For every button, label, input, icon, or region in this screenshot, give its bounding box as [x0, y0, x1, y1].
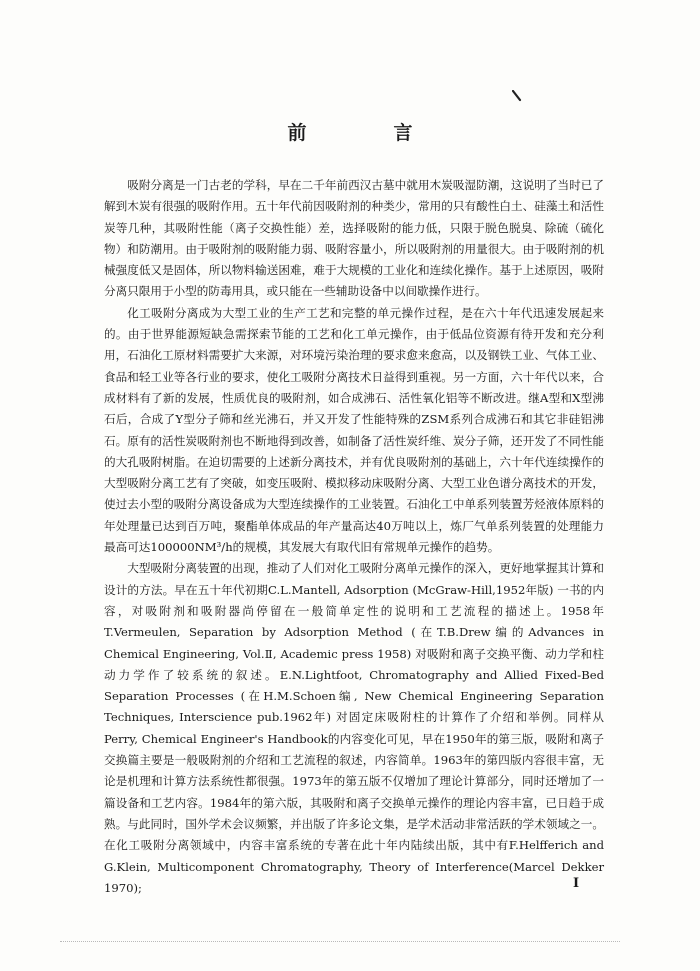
paragraph-2: 化工吸附分离成为大型工业的生产工艺和完整的单元操作过程，是在六十年代迅速发展起来的。由于世界能源短缺急需探索节能的工艺和化工单元操作，由于低品位资源有待开发和充分利用，石油化工原材料需要扩大来源，对环境污染治理的要求愈来愈高，以及钢铁工业、气体工业、食品和轻工业等各行业的要求，使化工吸附分离技术日益得到重视。另一方面，六十年代以来，合成材料有了新的发展，性质优良的吸附剂，如合成沸石、活性氧化铝等不断改进。继A型和X型沸石后，合成了Y型分子筛和丝光沸石，并又开发了性能特殊的ZSM系列合成沸石和其它非硅铝沸石。原有的活性炭吸附剂也不断地得到改善，如制备了活性炭纤维、炭分子筛，还开发了不同性能的大孔吸附树脂。在迫切需要的上述新分离技术，并有优良吸附剂的基础上，六十年代连续操作的大型吸附分离工艺有了突破，如变压吸附、模拟移动床吸附分离、大型工业色谱分离技术的开发，使过去小型的吸附分离设备成为大型连续操作的工业装置。石油化工中单系列装置芳烃液体原料的年处理量已达到百万吨，聚酯单体成品的年产量高达40万吨以上，炼厂气单系列装置的处理能力最高可达100000NM³/h的规模，其发展大有取代旧有常规单元操作的趋势。	[104, 305, 604, 555]
body-text	[104, 175, 604, 899]
bottom-rule	[60, 941, 620, 942]
paragraph-1: 吸附分离是一门古老的学科，早在二千年前西汉古墓中就用木炭吸湿防潮，这说明了当时已了解到木炭有很强的吸附作用。五十年代前因吸附剂的种类少，常用的只有酸性白土、硅藻土和活性炭等几种，其吸附性能（离子交换性能）差，选择吸附的能力低，只限于脱色脱臭、除硫（硫化物）和防潮用。由于吸附剂的吸附能力弱、吸附容量小，所以吸附剂的用量很大。由于吸附剂的机械强度低又是固体，所以物料输送困难，难于大规模的工业化和连续化操作。基于上述原因，吸附分离只限用于小型的防毒用具，或只能在一些辅助设备中以间歇操作进行。	[104, 178, 604, 299]
page-title: 前 言	[287, 122, 447, 144]
paragraph-3: 大型吸附分离装置的出现，推动了人们对化工吸附分离单元操作的深入，更好地掌握其计算和设计的方法。早在五十年代初期C.L.Mantell, Adsorption (McGraw-Hill,1952年版) 一书的内容，对吸附剂和吸附器尚停留在一般简单定性的说明和工艺流程的描述上。1958年T.Vermeulen, Separation by Adsorption Method (在T.B.Drew编的Advances in Chemical Engineering, Vol.Ⅱ, Academic press 1958) 对吸附和离子交换平衡、动力学和柱动力学作了较系统的叙述。E.N.Lightfoot, Chromatography and Allied Fixed-Bed Separation Processes (在H.M.Schoen编, New Chemical Engineering Separation Techniques, Interscience pub.1962年) 对固定床吸附柱的计算作了介绍和举例。同样从Perry, Chemical Engineer's Handbook的内容变化可见，早在1950年的第三版，吸附和离子交换篇主要是一般吸附剂的介绍和工艺流程的叙述，内容简单。1963年的第四版内容很丰富，无论是机理和计算方法系统性都很强。1973年的第五版不仅增加了理论计算部分，同时还增加了一篇设备和工艺内容。1984年的第六版，其吸附和离子交换单元操作的理论内容丰富，已日趋于成熟。与此同时，国外学术会议频繁，并出版了许多论文集，是学术活动非常活跃的学术领域之一。在化工吸附分离领域中，内容丰富系统的专著在此十年内陆续出版，其中有F.Helfferich and G.Klein, Multicomponent Chromatography, Theory of Interference(Marcel Dekker 1970);	[104, 561, 604, 895]
pen-mark	[512, 90, 522, 102]
page-number: I	[573, 876, 580, 891]
